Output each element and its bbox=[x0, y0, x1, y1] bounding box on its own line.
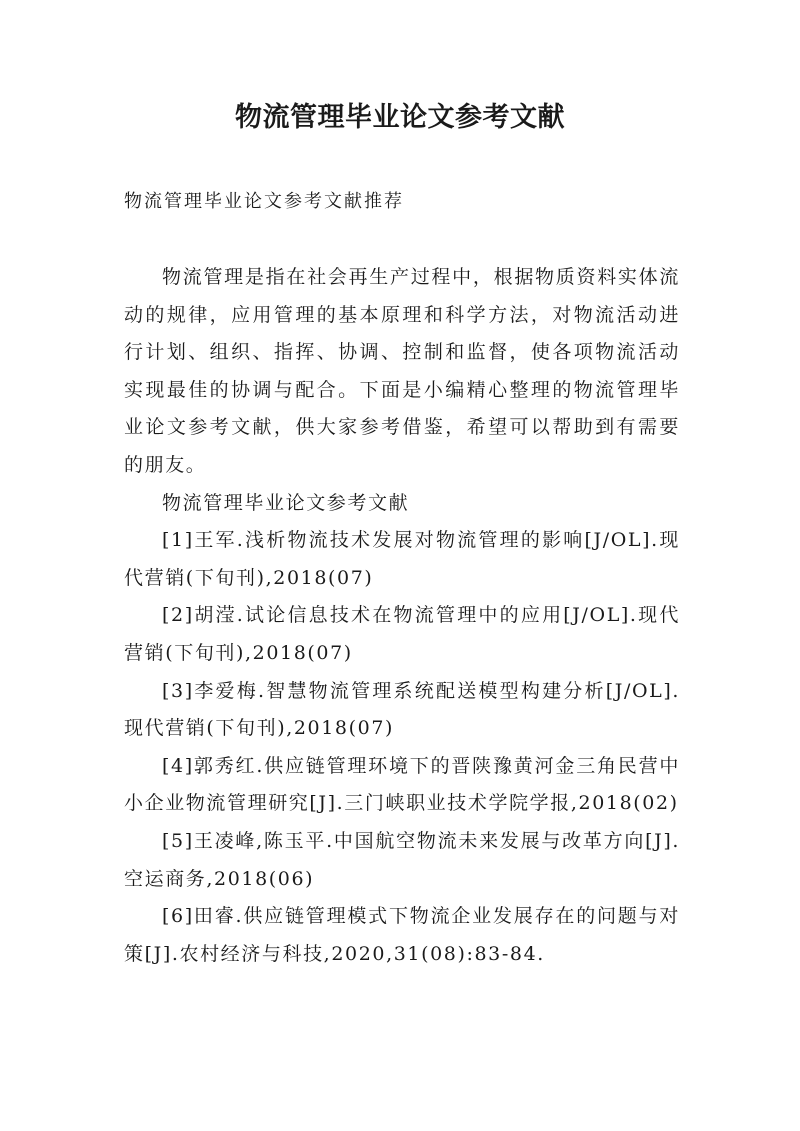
reference-item: [4]郭秀红.供应链管理环境下的晋陕豫黄河金三角民营中小企业物流管理研究[J].三门峡职业技术学院学报,2018(02) bbox=[124, 754, 680, 815]
reference-item: [3]李爱梅.智慧物流管理系统配送模型构建分析[J/OL].现代营销(下旬刊),2018(07) bbox=[124, 679, 680, 740]
section-heading: 物流管理毕业论文参考文献 bbox=[162, 491, 410, 514]
document-subtitle: 物流管理毕业论文参考文献推荐 bbox=[124, 191, 404, 212]
document-title: 物流管理毕业论文参考文献 bbox=[235, 102, 565, 133]
reference-item: [1]王军.浅析物流技术发展对物流管理的影响[J/OL].现代营销(下旬刊),2018(07) bbox=[124, 529, 680, 589]
intro-paragraph: 物流管理是指在社会再生产过程中，根据物质资料实体流动的规律，应用管理的基本原理和科学方法，对物流活动进行计划、组织、指挥、协调、控制和监督，使各项物流活动实现最佳的协调与配合。下面是小编精心整理的物流管理毕业论文参考文献，供大家参考借鉴，希望可以帮助到有需要的朋友。 bbox=[124, 266, 680, 476]
reference-item: [2]胡滢.试论信息技术在物流管理中的应用[J/OL].现代营销(下旬刊),2018(07) bbox=[124, 604, 680, 664]
reference-item: [5]王凌峰,陈玉平.中国航空物流未来发展与改革方向[J].空运商务,2018(06) bbox=[124, 829, 680, 890]
reference-item: [6]田睿.供应链管理模式下物流企业发展存在的问题与对策[J].农村经济与科技,2020,31(08):83-84. bbox=[124, 905, 680, 965]
document-body bbox=[124, 259, 680, 973]
